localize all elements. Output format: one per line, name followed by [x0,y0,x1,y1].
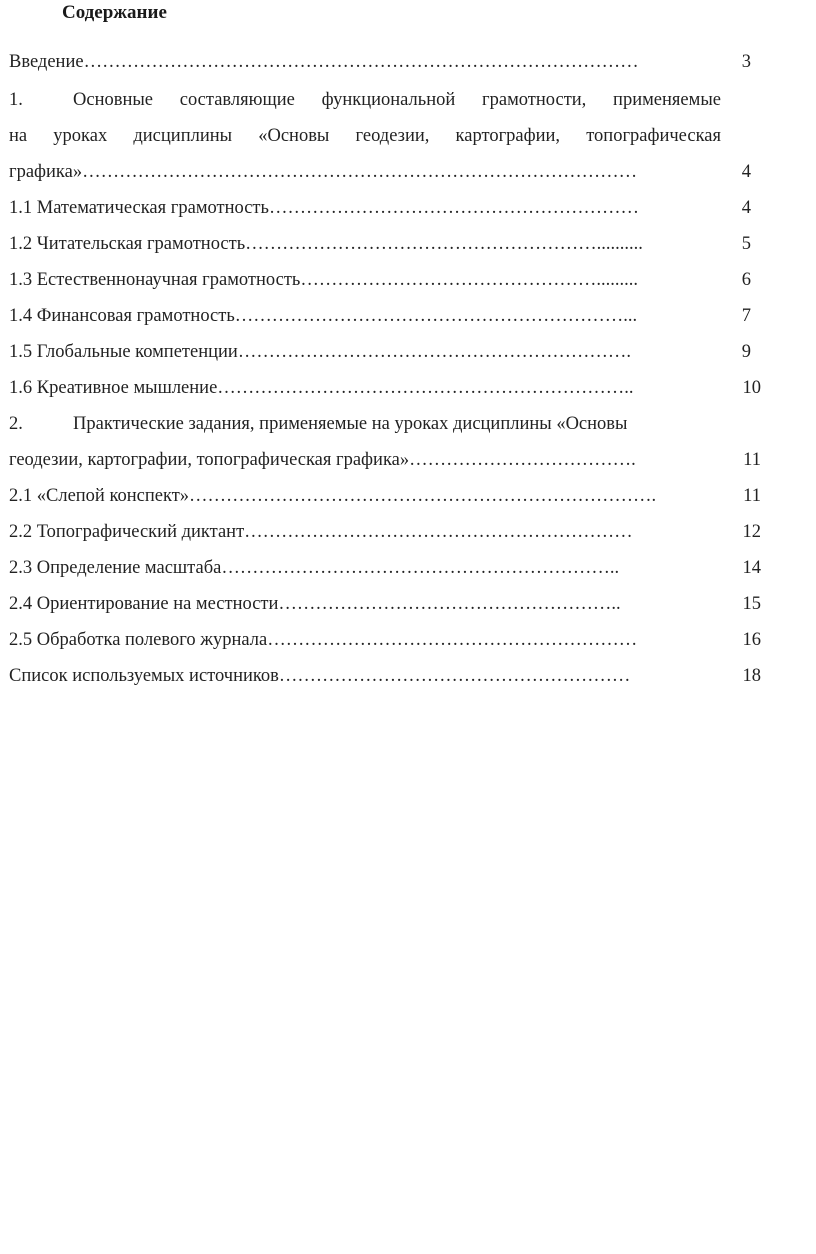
toc-section-text: Практические задания, применяемые на уроках дисциплины «Основы [73,414,628,434]
toc-entry-text: 1.5 Глобальные компетенции………………………………………………………. [9,342,631,362]
toc-entry-page: 9 [741,342,751,362]
toc-section-2-line-1[interactable] [9,410,769,438]
toc-entry-page: 7 [741,306,751,326]
toc-section-text: на уроках дисциплины «Основы геодезии, картографии, топографическая [9,126,721,146]
toc-section-text: геодезии, картографии, топографическая графика»………………………………. [9,450,636,470]
toc-section-text: графика»……………………………………………………………………………… [9,162,638,182]
toc-entry-text: 1.1 Математическая грамотность…………………………………………………… [9,198,639,218]
toc-entry-text: 2.2 Топографический диктант……………………………………………………… [9,522,633,542]
toc-entry-page: 14 [742,558,761,578]
toc-entry-page: 4 [741,198,751,218]
toc-entry-text: Введение……………………………………………………………………………… [9,52,639,72]
toc-section-number: 1. [9,90,23,110]
toc-entry-page: 11 [743,450,761,470]
toc-section-number: 2. [9,414,23,434]
toc-entry-1-4[interactable] [9,302,769,330]
toc-entry-2-5[interactable] [9,626,769,654]
toc-entry-2-1[interactable] [9,482,769,510]
toc-entry-page: 3 [741,52,751,72]
toc-entry-page: 16 [742,630,761,650]
toc-entry-1-3[interactable] [9,266,769,294]
toc-entry-1-1[interactable] [9,194,769,222]
toc-entry-text: 2.3 Определение масштаба……………………………………………………….. [9,558,620,578]
toc-entry-1-5[interactable] [9,338,769,366]
toc-entry-2-2[interactable] [9,518,769,546]
toc-entry-page: 15 [742,594,761,614]
toc-entry-page: 6 [741,270,751,290]
toc-entry-text: 2.5 Обработка полевого журнала…………………………………………………… [9,630,638,650]
toc-section-1-line-1[interactable] [9,86,769,114]
toc-entry-introduction[interactable] [9,48,769,76]
toc-entry-text: 2.4 Ориентирование на местности……………………………………………….. [9,594,621,614]
toc-entry-text: 1.4 Финансовая грамотность………………………………………………………... [9,306,638,326]
toc-entry-text: 1.6 Креативное мышление………………………………………………………….. [9,378,634,398]
toc-entry-1-2[interactable] [9,230,769,258]
toc-section-2-line-2[interactable] [9,446,769,474]
toc-entry-1-6[interactable] [9,374,769,402]
toc-entry-page: 10 [742,378,761,398]
toc-entry-page: 11 [743,486,761,506]
toc-entry-page: 12 [742,522,761,542]
toc-entry-page: 18 [742,666,761,686]
toc-entry-2-3[interactable] [9,554,769,582]
page-title: Содержание [62,2,167,23]
toc-entry-text: 2.1 «Слепой конспект»…………………………………………………………………. [9,486,657,506]
toc-entry-2-4[interactable] [9,590,769,618]
toc-section-1-line-2[interactable] [9,122,769,150]
toc-entry-references[interactable] [9,662,769,690]
toc-entry-text: 1.2 Читательская грамотность………………………………………………….......... [9,234,643,254]
toc-entry-page: 4 [741,162,751,182]
toc-section-1-line-3[interactable] [9,158,769,186]
toc-entry-page: 5 [741,234,751,254]
toc-section-text: Основные составляющие функциональной грамотности, применяемые [73,90,721,110]
toc-entry-text: Список используемых источников………………………………………………… [9,666,631,686]
toc-entry-text: 1.3 Естественнонаучная грамотность…………………………………………......... [9,270,638,290]
